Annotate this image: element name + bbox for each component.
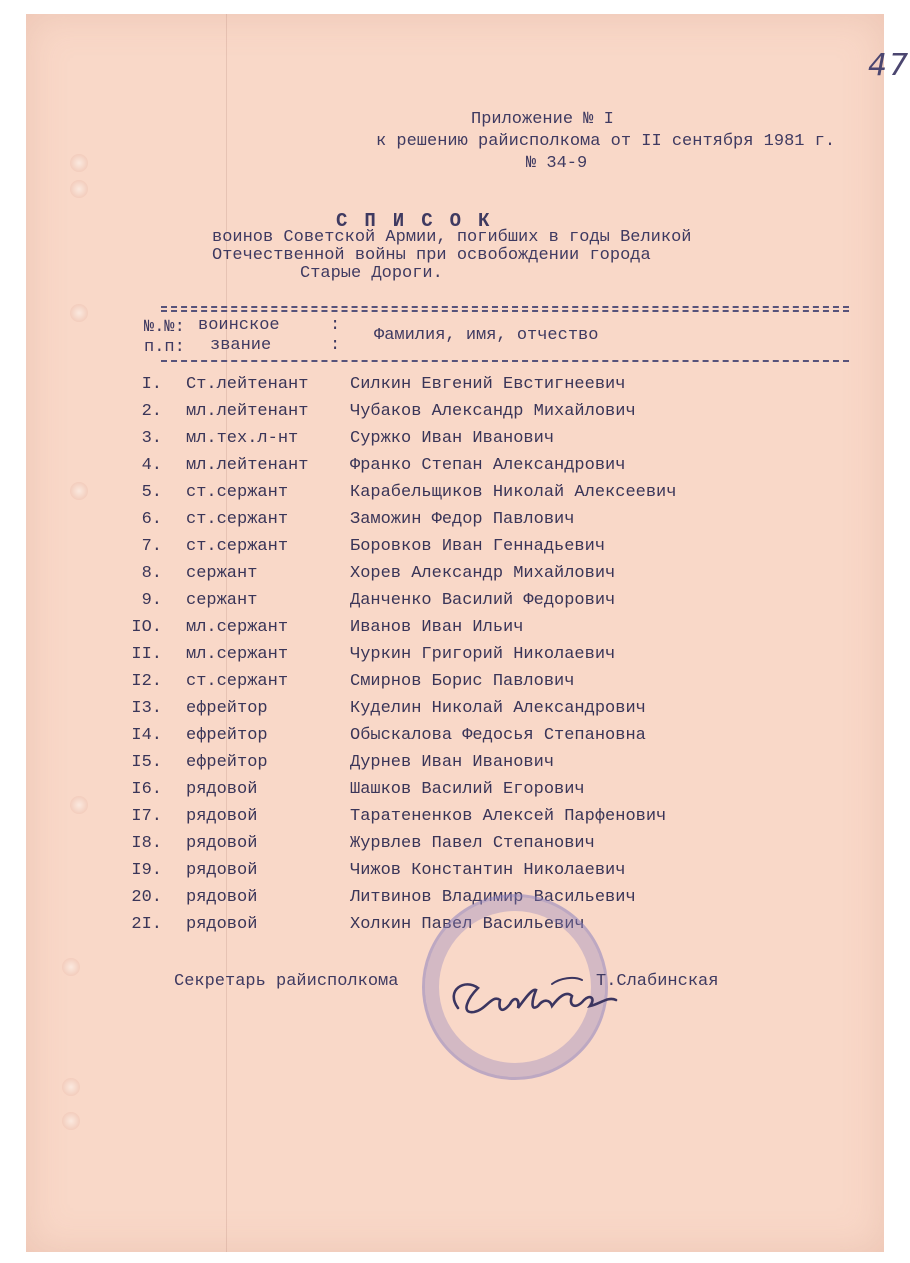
row-rank: ст.сержант [186, 483, 289, 502]
row-rank: мл.лейтенант [186, 456, 309, 475]
row-rank: рядовой [186, 834, 258, 853]
row-name: Силкин Евгений Евстигнеевич [350, 375, 626, 394]
row-rank: рядовой [186, 888, 258, 907]
subtitle-line-3: Старые Дороги. [300, 264, 443, 283]
row-name: Заможин Федор Павлович [350, 510, 575, 529]
row-number: II. [131, 645, 162, 664]
binding-hole [70, 154, 88, 172]
subtitle-line-1: воинов Советской Армии, погибших в годы Великой [212, 228, 692, 247]
list-item [26, 483, 884, 509]
row-number: I4. [131, 726, 162, 745]
header-separator: : [330, 316, 341, 335]
row-rank: рядовой [186, 807, 258, 826]
list-item [26, 618, 884, 644]
table-header-rule [161, 360, 849, 362]
row-number: I6. [131, 780, 162, 799]
row-number: 3. [141, 429, 162, 448]
row-rank: сержант [186, 591, 258, 610]
binding-hole [62, 1112, 80, 1130]
row-name: Смирнов Борис Павлович [350, 672, 575, 691]
list-item [26, 780, 884, 806]
row-rank: Ст.лейтенант [186, 375, 309, 394]
list-item [26, 645, 884, 671]
row-name: Франко Степан Александрович [350, 456, 626, 475]
row-name: Иванов Иван Ильич [350, 618, 524, 637]
row-number: 2. [141, 402, 162, 421]
row-number: I2. [131, 672, 162, 691]
row-rank: мл.лейтенант [186, 402, 309, 421]
row-name: Боровков Иван Геннадьевич [350, 537, 606, 556]
row-rank: мл.сержант [186, 618, 289, 637]
list-item [26, 672, 884, 698]
row-rank: ст.сержант [186, 537, 289, 556]
row-number: 20. [131, 888, 162, 907]
row-number: 5. [141, 483, 162, 502]
row-number: I9. [131, 861, 162, 880]
row-name: Дурнев Иван Иванович [350, 753, 555, 772]
page-number: 47 [868, 48, 910, 83]
row-name: Литвинов Владимир Васильевич [350, 888, 636, 907]
row-name: Куделин Николай Александрович [350, 699, 646, 718]
header-num-line-2: п.п: [144, 338, 185, 357]
row-number: 7. [141, 537, 162, 556]
row-number: 8. [141, 564, 162, 583]
header-rank-line-1: воинское [198, 316, 280, 335]
row-name: Холкин Павел Васильевич [350, 915, 585, 934]
list-item [26, 375, 884, 401]
list-item [26, 456, 884, 482]
list-item [26, 807, 884, 833]
list-item [26, 888, 884, 914]
row-rank: ефрейтор [186, 753, 268, 772]
row-number: 2I. [131, 915, 162, 934]
row-name: Журвлев Павел Степанович [350, 834, 595, 853]
row-name: Чубаков Александр Михайлович [350, 402, 636, 421]
row-number: I8. [131, 834, 162, 853]
header-num-line-1: №.№: [144, 318, 185, 337]
list-item [26, 510, 884, 536]
list-item [26, 537, 884, 563]
list-item [26, 402, 884, 428]
document-page [26, 14, 910, 1252]
appendix-label: Приложение № I [471, 110, 614, 129]
row-name: Обыскалова Федосья Степановна [350, 726, 646, 745]
row-number: I. [141, 375, 162, 394]
subtitle-line-2: Отечественной войны при освобождении города [212, 246, 651, 265]
header-name: Фамилия, имя, отчество [374, 326, 599, 345]
list-item [26, 834, 884, 860]
secretary-name: Т.Слабинская [596, 972, 719, 991]
row-rank: рядовой [186, 861, 258, 880]
row-number: I3. [131, 699, 162, 718]
list-item [26, 726, 884, 752]
document-title: СПИСОК [336, 210, 507, 232]
row-rank: ефрейтор [186, 699, 268, 718]
header-rank-line-2: звание [210, 336, 272, 355]
decision-number: № 34-9 [526, 154, 588, 173]
row-rank: сержант [186, 564, 258, 583]
table-top-rule-double [161, 310, 849, 312]
row-rank: ст.сержант [186, 672, 289, 691]
header-separator: : [330, 336, 341, 355]
binding-hole [62, 1078, 80, 1096]
binding-hole [70, 180, 88, 198]
row-rank: рядовой [186, 780, 258, 799]
row-name: Данченко Василий Федорович [350, 591, 616, 610]
row-name: Чижов Константин Николаевич [350, 861, 626, 880]
list-item [26, 564, 884, 590]
list-item [26, 699, 884, 725]
row-name: Таратененков Алексей Парфенович [350, 807, 667, 826]
list-item [26, 591, 884, 617]
row-name: Хорев Александр Михайлович [350, 564, 616, 583]
row-name: Чуркин Григорий Николаевич [350, 645, 616, 664]
list-item [26, 753, 884, 779]
row-name: Карабельщиков Николай Алексеевич [350, 483, 677, 502]
row-number: 4. [141, 456, 162, 475]
row-name: Суржко Иван Иванович [350, 429, 555, 448]
row-rank: ефрейтор [186, 726, 268, 745]
decision-reference: к решению райисполкома от II сентября 1981 г. [376, 132, 836, 151]
row-rank: рядовой [186, 915, 258, 934]
list-item [26, 429, 884, 455]
list-item [26, 861, 884, 887]
secretary-title: Секретарь райисполкома [174, 972, 399, 991]
row-number: I7. [131, 807, 162, 826]
row-name: Шашков Василий Егорович [350, 780, 585, 799]
row-rank: ст.сержант [186, 510, 289, 529]
row-number: IO. [131, 618, 162, 637]
row-number: 9. [141, 591, 162, 610]
table-top-rule [161, 306, 849, 308]
row-rank: мл.тех.л-нт [186, 429, 299, 448]
row-number: I5. [131, 753, 162, 772]
row-rank: мл.сержант [186, 645, 289, 664]
binding-hole [62, 958, 80, 976]
row-number: 6. [141, 510, 162, 529]
binding-hole [70, 304, 88, 322]
